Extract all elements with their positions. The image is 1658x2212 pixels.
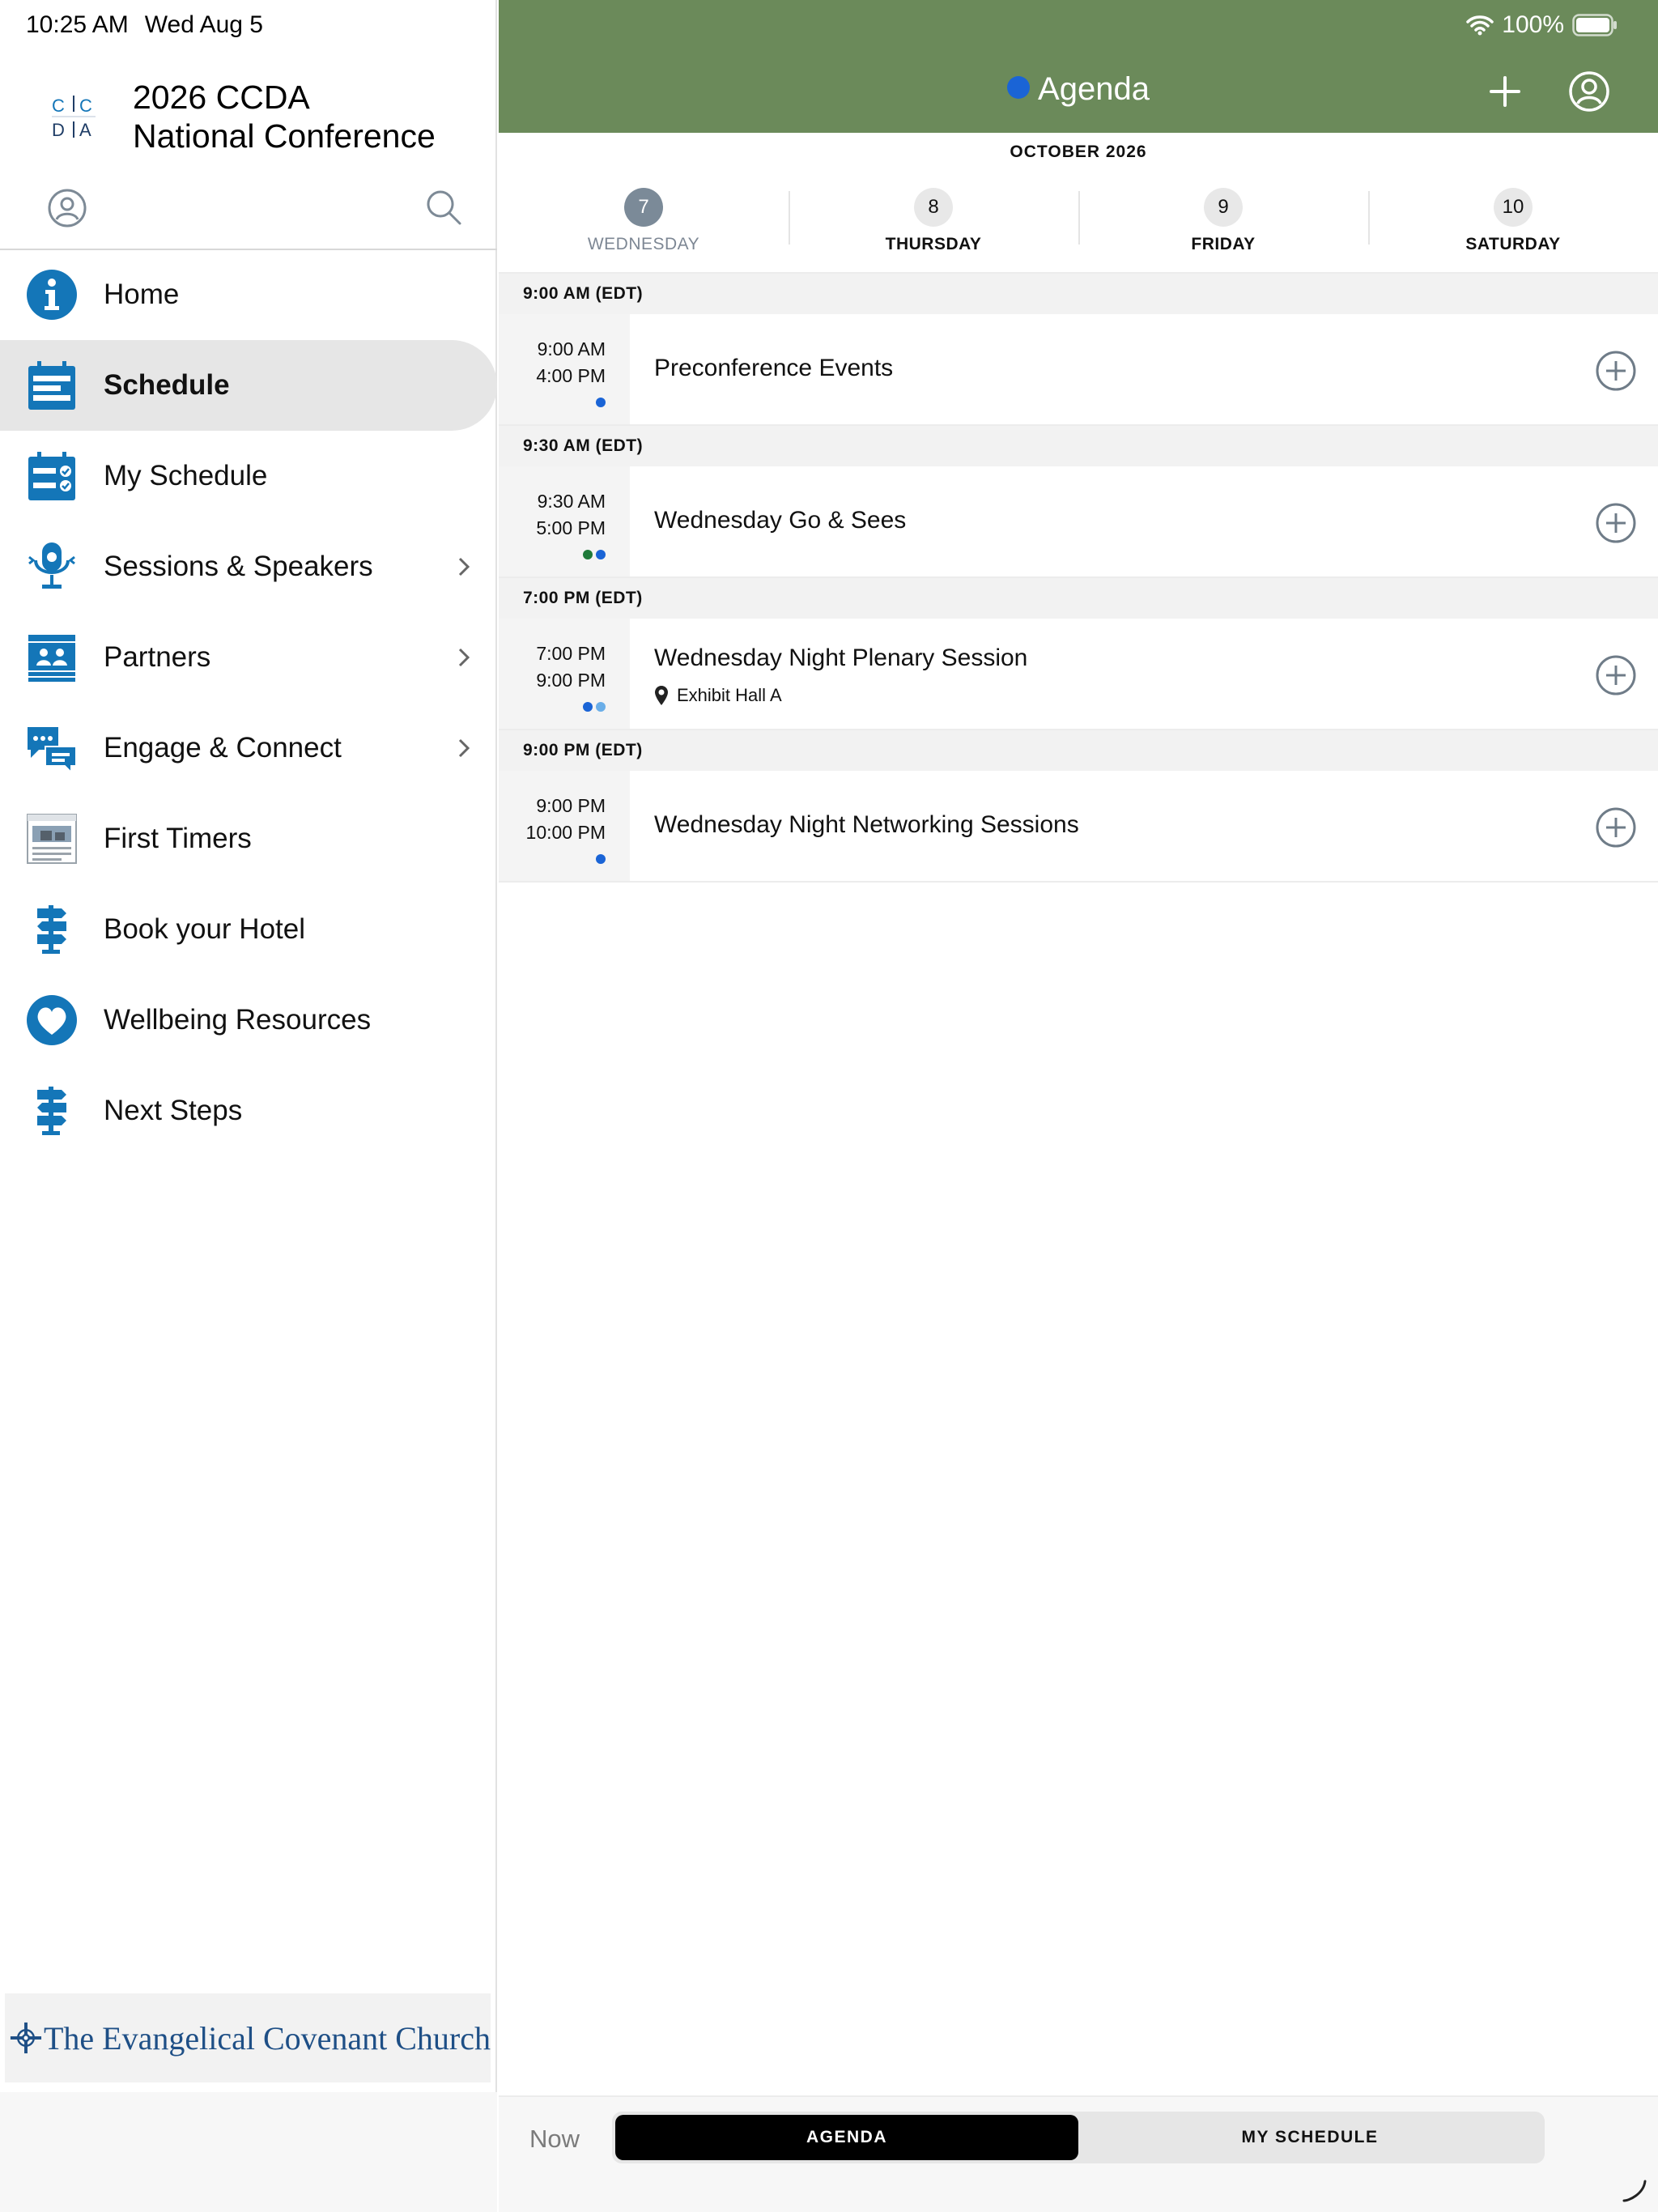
location-pin-icon [654,685,669,706]
day-tab-friday[interactable] [1078,180,1368,274]
status-date: Wed Aug 5 [144,11,263,38]
main-panel [499,0,1658,2212]
sidebar-item-my-schedule[interactable] [0,431,497,521]
sidebar-item-label: Partners [104,641,211,673]
sponsor-banner[interactable] [5,1993,491,2082]
add-icon[interactable] [1485,71,1525,112]
event-track-dots [596,854,606,864]
search-icon[interactable] [424,188,463,227]
tab-my-schedule[interactable]: MY SCHEDULE [1241,2128,1379,2146]
info-icon [24,267,79,322]
chevron-right-icon [453,647,474,668]
sidebar-item-label: Next Steps [104,1095,243,1126]
status-time [26,11,263,39]
time-slot-header: 9:30 AM (EDT) [499,426,1658,466]
day-name: WEDNESDAY [587,235,700,253]
schedule-icon [24,358,79,413]
partners-icon [24,630,79,685]
sidebar-item-label: Book your Hotel [104,913,306,945]
covenant-cross-icon [8,2001,44,2074]
day-tab-wednesday[interactable] [499,180,789,274]
view-segmented-control [612,2112,1545,2163]
sidebar-item-wellbeing[interactable] [0,975,497,1066]
svg-text:C: C [52,96,65,116]
day-name: THURSDAY [885,235,982,253]
profile-icon[interactable] [1567,70,1611,113]
event-title: Preconference Events [654,355,894,381]
event-end-time: 10:00 PM [525,822,606,843]
battery-percent: 100% [1502,11,1564,38]
agenda-event[interactable] [499,466,1658,578]
event-location [654,685,782,706]
track-dot [583,702,593,712]
chevron-right-icon [453,738,474,759]
track-dot [583,550,593,559]
agenda-event[interactable] [499,619,1658,730]
svg-text:D: D [52,120,65,140]
microphone-icon [24,539,79,594]
signpost-icon [24,1083,79,1138]
status-clock: 10:25 AM [26,11,129,38]
now-button[interactable]: Now [529,2125,580,2153]
event-time [499,314,630,424]
sidebar-item-home[interactable] [0,249,497,340]
sidebar-menu [0,249,497,1156]
event-track-dots [596,398,606,407]
sidebar-item-label: My Schedule [104,460,268,491]
wifi-icon [1466,15,1494,36]
sidebar-item-label: Engage & Connect [104,732,342,764]
event-time [499,619,630,729]
sidebar-item-schedule[interactable] [0,340,497,431]
sidebar-item-engage-connect[interactable] [0,703,497,793]
event-location-text: Exhibit Hall A [677,685,782,705]
add-to-schedule-icon[interactable] [1595,654,1637,696]
chat-icon [24,721,79,776]
day-number: 10 [1494,188,1533,227]
add-to-schedule-icon[interactable] [1595,806,1637,849]
day-selector [499,180,1658,274]
event-end-time: 4:00 PM [536,365,606,386]
tab-agenda[interactable]: AGENDA [615,2115,1078,2160]
event-end-time: 5:00 PM [536,517,606,538]
calendar-month: OCTOBER 2026 [1010,143,1147,161]
event-title: Wednesday Night Networking Sessions [654,811,1079,838]
profile-icon[interactable] [47,188,87,228]
document-icon [24,811,79,866]
signpost-icon [24,902,79,957]
agenda-list [499,274,1658,883]
top-navigation-bar [499,0,1658,133]
resize-handle-icon[interactable] [1621,2176,1648,2204]
day-tab-saturday[interactable] [1368,180,1658,274]
battery-icon [1572,14,1618,36]
time-slot-header: 9:00 PM (EDT) [499,730,1658,771]
track-dot [596,398,606,407]
add-to-schedule-icon[interactable] [1595,350,1637,392]
app-title-line1: 2026 CCDA [133,79,310,116]
ccda-logo-icon [47,87,100,141]
svg-text:C: C [79,96,92,116]
event-title: Wednesday Night Plenary Session [654,644,1028,671]
sidebar-item-sessions-speakers[interactable] [0,521,497,612]
agenda-event[interactable] [499,771,1658,883]
bottom-bar [499,2095,1658,2212]
sidebar-item-label: Home [104,279,180,310]
sidebar-footer [0,2092,497,2212]
event-time [499,771,630,881]
day-name: FRIDAY [1191,235,1256,253]
sidebar-item-first-timers[interactable] [0,793,497,884]
event-title: Wednesday Go & Sees [654,507,907,534]
my-schedule-icon [24,449,79,504]
sidebar-item-next-steps[interactable] [0,1066,497,1156]
event-start-time: 7:00 PM [536,643,606,664]
sidebar-item-label: Wellbeing Resources [104,1004,372,1036]
track-dot [596,854,606,864]
app-title-line2: National Conference [133,117,436,155]
day-tab-thursday[interactable] [789,180,1078,274]
page-title-text: Agenda [1038,71,1150,107]
sidebar-item-label: First Timers [104,823,252,854]
sidebar-item-partners[interactable] [0,612,497,703]
event-start-time: 9:00 PM [536,795,606,816]
app-title [133,78,436,155]
event-time [499,466,630,576]
sidebar-item-label: Sessions & Speakers [104,551,373,582]
sidebar-item-book-hotel[interactable] [0,884,497,975]
day-number: 7 [624,188,663,227]
chevron-right-icon [453,556,474,577]
day-number: 8 [914,188,953,227]
add-to-schedule-icon[interactable] [1595,502,1637,544]
event-start-time: 9:00 AM [537,338,606,359]
sponsor-text: The Evangelical Covenant Church [43,2019,491,2057]
event-end-time: 9:00 PM [536,670,606,691]
track-dot [596,550,606,559]
heart-icon [24,993,79,1048]
status-indicators [1466,11,1618,39]
svg-text:A: A [79,120,91,140]
day-number: 9 [1204,188,1243,227]
agenda-dot-icon [1007,76,1030,99]
event-track-dots [583,550,606,559]
sidebar-item-label: Schedule [104,369,230,401]
event-track-dots [583,702,606,712]
track-dot [596,702,606,712]
sidebar [0,0,497,2212]
time-slot-header: 9:00 AM (EDT) [499,274,1658,314]
time-slot-header: 7:00 PM (EDT) [499,578,1658,619]
agenda-event[interactable] [499,314,1658,426]
event-start-time: 9:30 AM [537,491,606,512]
day-name: SATURDAY [1465,235,1561,253]
